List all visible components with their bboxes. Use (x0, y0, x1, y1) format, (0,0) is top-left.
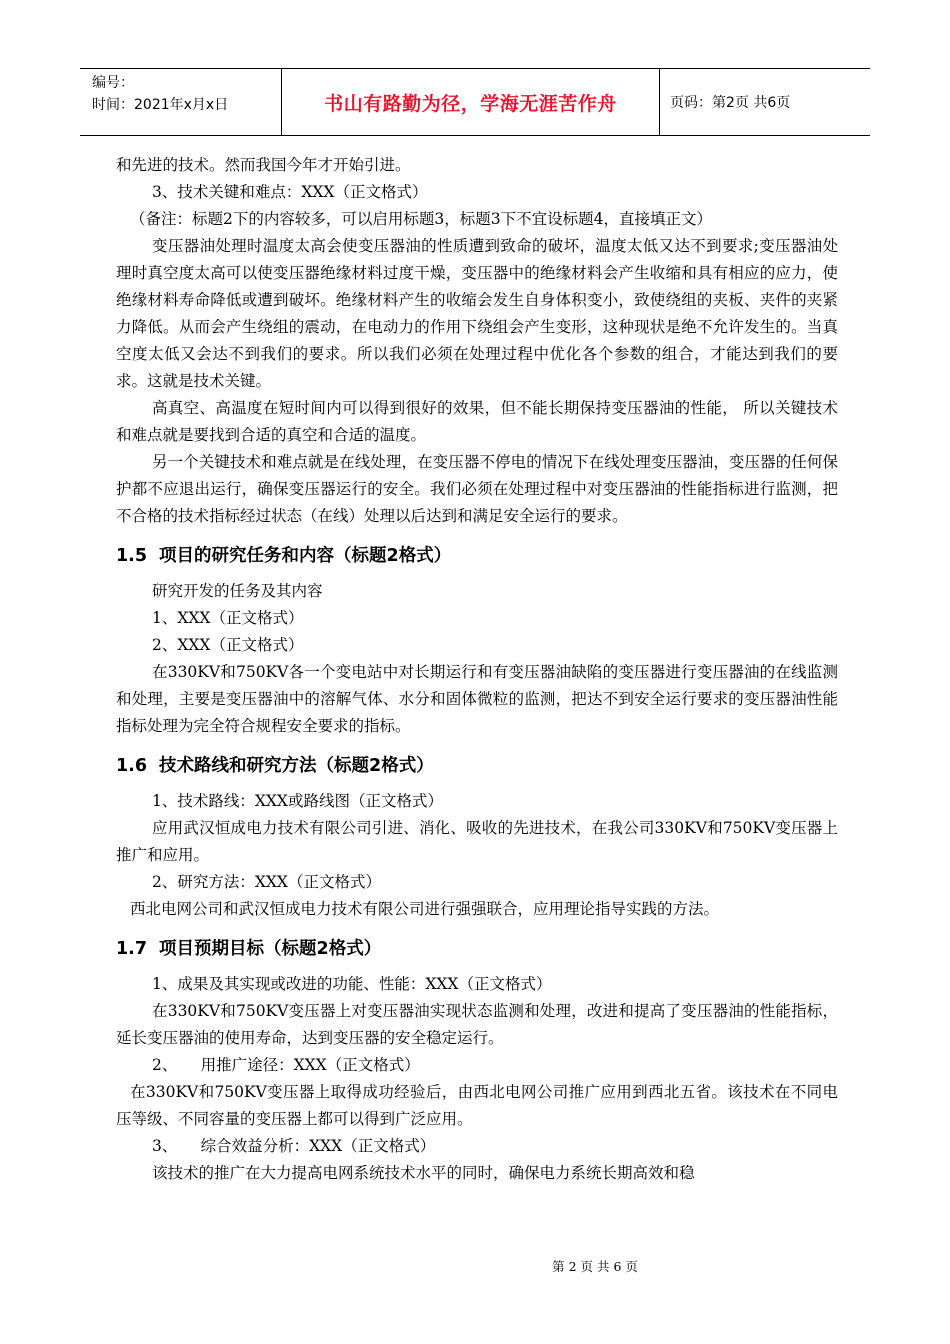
paragraph: 2、 用推广途径：XXX（正文格式） (152, 1056, 420, 1074)
paragraph: 3、 综合效益分析：XXX（正文格式） (152, 1137, 436, 1155)
section-heading-1-5 (116, 543, 838, 569)
section-title: 项目的研究任务和内容（标题2格式） (159, 546, 452, 566)
section-title: 项目预期目标（标题2格式） (159, 939, 382, 959)
paragraph: 西北电网公司和武汉恒成电力技术有限公司进行强强联合，应用理论指导实践的方法。 (130, 900, 720, 918)
paragraph: 3、技术关键和难点：XXX（正文格式） (152, 183, 428, 201)
section-heading-1-6 (116, 753, 838, 779)
document-body (116, 152, 838, 1187)
paragraph: 应用武汉恒成电力技术有限公司引进、消化、吸收的先进技术，在我公司330KV和750KV变压器上推广和应用。 (116, 819, 838, 864)
section-number: 1.7 (116, 939, 148, 959)
paragraph: 1、XXX（正文格式） (152, 609, 304, 627)
paragraph: 研究开发的任务及其内容 (152, 582, 323, 600)
header-info-cell (80, 69, 282, 135)
section-number: 1.6 (116, 756, 148, 776)
footer-page-number: 第 2 页 共 6 页 (552, 1259, 638, 1274)
paragraph: 高真空、高温度在短时间内可以得到很好的效果，但不能长期保持变压器油的性能， 所以关键技术和难点就是要找到合适的真空和合适的温度。 (116, 399, 838, 444)
paragraph: 2、XXX（正文格式） (152, 636, 304, 654)
paragraph: 在330KV和750KV变压器上对变压器油实现状态监测和处理，改进和提高了变压器油的性能指标，延长变压器油的使用寿命，达到变压器的安全稳定运行。 (116, 1002, 838, 1047)
paragraph: 该技术的推广在大力提高电网系统技术水平的同时，确保电力系统长期高效和稳 (152, 1164, 695, 1182)
page-footer (0, 1257, 950, 1275)
paragraph: 变压器油处理时温度太高会使变压器油的性质遭到致命的破坏，温度太低又达不到要求;变压器油处理时真空度太高可以使变压器绝缘材料过度干燥，变压器中的绝缘材料会产生收缩和具有相应的应力，使绝缘材料寿命降低或遭到破坏。绝缘材料产生的收缩会发生自身体积变小，致使绕组的夹板、夹件的夹紧力降低。从而会产生绕组的震动，在电动力的作用下绕组会产生变形，这种现状是绝不允许发生的。当真空度太低又会达不到我们的要求。所以我们必须在处理过程中优化各个参数的组合，才能达到我们的要求。这就是技术关键。 (116, 237, 838, 390)
paragraph: 2、研究方法：XXX（正文格式） (152, 873, 381, 891)
serial-label: 编号： (92, 75, 134, 91)
paragraph: 1、成果及其实现或改进的功能、性能：XXX（正文格式） (152, 975, 552, 993)
paragraph: 另一个关键技术和难点就是在线处理，在变压器不停电的情况下在线处理变压器油，变压器的任何保护都不应退出运行，确保变压器运行的安全。我们必须在处理过程中对变压器油的性能指标进行监测，把不合格的技术指标经过状态（在线）处理以后达到和满足安全运行的要求。 (116, 453, 838, 525)
section-number: 1.5 (116, 546, 148, 566)
paragraph: 在330KV和750KV变压器上取得成功经验后，由西北电网公司推广应用到西北五省。该技术在不同电压等级、不同容量的变压器上都可以得到广泛应用。 (116, 1083, 838, 1128)
header-motto: 书山有路勤为径，学海无涯苦作舟 (282, 69, 660, 135)
paragraph: 和先进的技术。然而我国今年才开始引进。 (116, 156, 411, 174)
note-paragraph: （备注：标题2下的内容较多，可以启用标题3，标题3下不宜设标题4，直接填正文） (130, 210, 712, 228)
date-label: 时间：2021年x月x日 (92, 97, 229, 113)
page-header (80, 68, 870, 136)
paragraph: 1、技术路线：XXX或路线图（正文格式） (152, 792, 443, 810)
paragraph: 在330KV和750KV各一个变电站中对长期运行和有变压器油缺陷的变压器进行变压器油的在线监测和处理，主要是变压器油中的溶解气体、水分和固体微粒的监测，把达不到安全运行要求的变压器油性能指标处理为完全符合规程安全要求的指标。 (116, 663, 838, 735)
section-heading-1-7 (116, 936, 838, 962)
section-title: 技术路线和研究方法（标题2格式） (159, 756, 434, 776)
header-page-info: 页码：第2页 共6页 (670, 95, 791, 111)
